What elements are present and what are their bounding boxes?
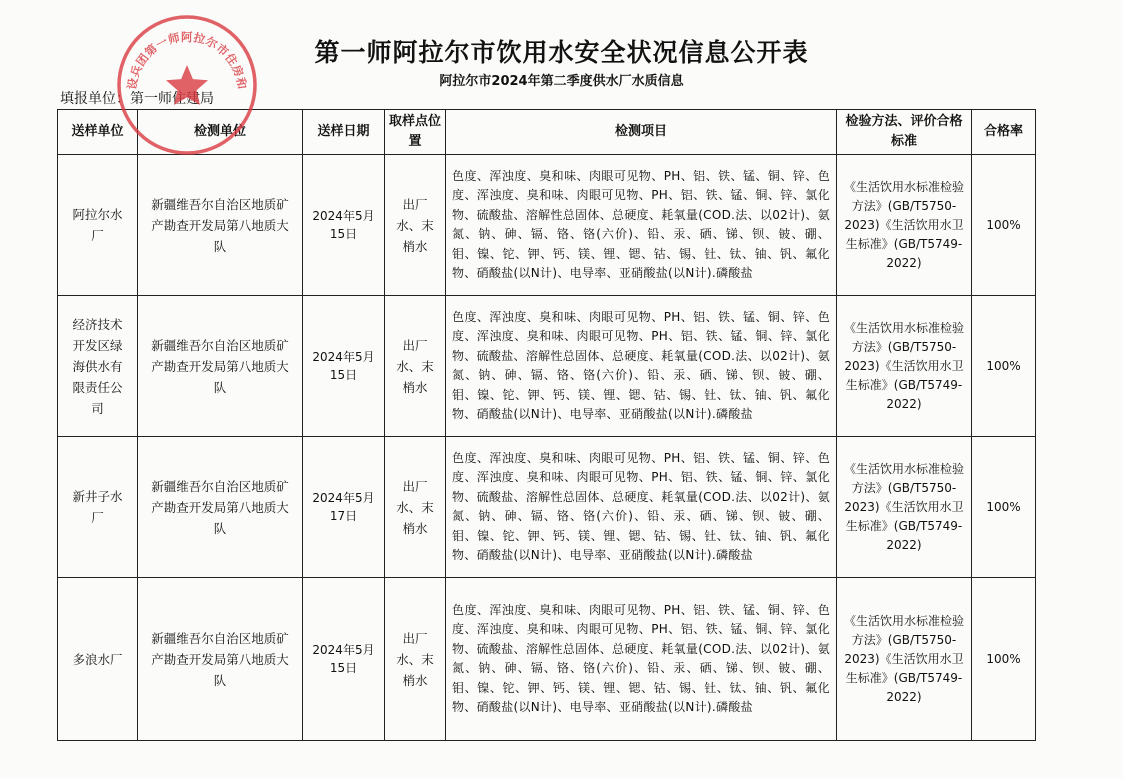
seal-text: 设兵团第一师阿拉尔市住房和 <box>124 30 250 91</box>
cell-date: 2024年5月15日 <box>303 578 385 741</box>
cell-sample-point: 出厂水、末梢水 <box>385 155 446 296</box>
cell-sender: 多浪水厂 <box>58 578 138 741</box>
cell-method: 《生活饮用水标准检验方法》(GB/T5750-2023)《生活饮用水卫生标准》(GB/T5749-2022) <box>837 437 972 578</box>
table-row <box>58 437 1036 578</box>
table-row <box>58 155 1036 296</box>
cell-date: 2024年5月15日 <box>303 155 385 296</box>
cell-sample-point: 出厂水、末梢水 <box>385 437 446 578</box>
header-tester: 检测单位 <box>138 110 303 155</box>
header-sender: 送样单位 <box>58 110 138 155</box>
cell-rate: 100% <box>972 437 1036 578</box>
cell-rate: 100% <box>972 296 1036 437</box>
cell-method: 《生活饮用水标准检验方法》(GB/T5750-2023)《生活饮用水卫生标准》(GB/T5749-2022) <box>837 578 972 741</box>
cell-sender: 经济技术开发区绿海供水有限责任公司 <box>58 296 138 437</box>
seal-star-icon <box>166 65 208 105</box>
cell-method: 《生活饮用水标准检验方法》(GB/T5750-2023)《生活饮用水卫生标准》(GB/T5749-2022) <box>837 296 972 437</box>
table-row <box>58 296 1036 437</box>
cell-sample-point: 出厂水、末梢水 <box>385 296 446 437</box>
cell-sample-point: 出厂水、末梢水 <box>385 578 446 741</box>
cell-method: 《生活饮用水标准检验方法》(GB/T5750-2023)《生活饮用水卫生标准》(GB/T5749-2022) <box>837 155 972 296</box>
header-items: 检测项目 <box>446 110 837 155</box>
svg-text:新疆生产建设兵团第一师阿拉尔市住房和城乡建设局 <box>112 10 249 90</box>
cell-items: 色度、浑浊度、臭和味、肉眼可见物、PH、铝、铁、锰、铜、锌、色度、浑浊度、臭和味、肉眼可见物、PH、铝、铁、锰、铜、锌、氯化物、硫酸盐、溶解性总固体、总硬度、耗氧量(COD.法、以02计)、氨氮、钠、砷、镉、铬、铬(六价)、铅、汞、硒、锑、钡、铍、硼、钼、镍、铊、钾、钙、镁、锂、锶、钴、锡、钍、钛、铀、钒、氟化物、硝酸盐(以N计)、电导率、亚硝酸盐(以N计).磷酸盐 <box>446 437 837 578</box>
header-method: 检验方法、评价合格标准 <box>837 110 972 155</box>
page-title: 第一师阿拉尔市饮用水安全状况信息公开表 <box>314 38 809 67</box>
cell-rate: 100% <box>972 155 1036 296</box>
cell-tester: 新疆维吾尔自治区地质矿产勘查开发局第八地质大队 <box>138 578 303 741</box>
cell-rate: 100% <box>972 578 1036 741</box>
cell-tester: 新疆维吾尔自治区地质矿产勘查开发局第八地质大队 <box>138 437 303 578</box>
official-seal <box>112 10 262 160</box>
cell-items: 色度、浑浊度、臭和味、肉眼可见物、PH、铝、铁、锰、铜、锌、色度、浑浊度、臭和味、肉眼可见物、PH、铝、铁、锰、铜、锌、氯化物、硫酸盐、溶解性总固体、总硬度、耗氧量(COD.法、以02计)、氨氮、钠、砷、镉、铬、铬(六价)、铅、汞、硒、锑、钡、铍、硼、钼、镍、铊、钾、钙、镁、锂、锶、钴、锡、钍、钛、铀、钒、氟化物、硝酸盐(以N计)、电导率、亚硝酸盐(以N计).磷酸盐 <box>446 155 837 296</box>
cell-sender: 新井子水厂 <box>58 437 138 578</box>
water-quality-table <box>57 109 1036 741</box>
header-rate: 合格率 <box>972 110 1036 155</box>
cell-items: 色度、浑浊度、臭和味、肉眼可见物、PH、铝、铁、锰、铜、锌、色度、浑浊度、臭和味、肉眼可见物、PH、铝、铁、锰、铜、锌、氯化物、硫酸盐、溶解性总固体、总硬度、耗氧量(COD.法、以02计)、氨氮、钠、砷、镉、铬、铬(六价)、铅、汞、硒、锑、钡、铍、硼、钼、镍、铊、钾、钙、镁、锂、锶、钴、锡、钍、钛、铀、钒、氟化物、硝酸盐(以N计)、电导率、亚硝酸盐(以N计).磷酸盐 <box>446 296 837 437</box>
table-row <box>58 578 1036 741</box>
header-date: 送样日期 <box>303 110 385 155</box>
seal-graphic <box>112 10 262 160</box>
report-unit: 填报单位：第一师住建局 <box>60 91 214 107</box>
cell-tester: 新疆维吾尔自治区地质矿产勘查开发局第八地质大队 <box>138 155 303 296</box>
header-sample-point: 取样点位置 <box>385 110 446 155</box>
page-subtitle: 阿拉尔市2024年第二季度供水厂水质信息 <box>439 74 684 89</box>
cell-date: 2024年5月15日 <box>303 296 385 437</box>
cell-tester: 新疆维吾尔自治区地质矿产勘查开发局第八地质大队 <box>138 296 303 437</box>
cell-date: 2024年5月17日 <box>303 437 385 578</box>
cell-sender: 阿拉尔水厂 <box>58 155 138 296</box>
cell-items: 色度、浑浊度、臭和味、肉眼可见物、PH、铝、铁、锰、铜、锌、色度、浑浊度、臭和味、肉眼可见物、PH、铝、铁、锰、铜、锌、氯化物、硫酸盐、溶解性总固体、总硬度、耗氧量(COD.法、以02计)、氨氮、钠、砷、镉、铬、铬(六价)、铅、汞、硒、锑、钡、铍、硼、钼、镍、铊、钾、钙、镁、锂、锶、钴、锡、钍、钛、铀、钒、氟化物、硝酸盐(以N计)、电导率、亚硝酸盐(以N计).磷酸盐 <box>446 578 837 741</box>
